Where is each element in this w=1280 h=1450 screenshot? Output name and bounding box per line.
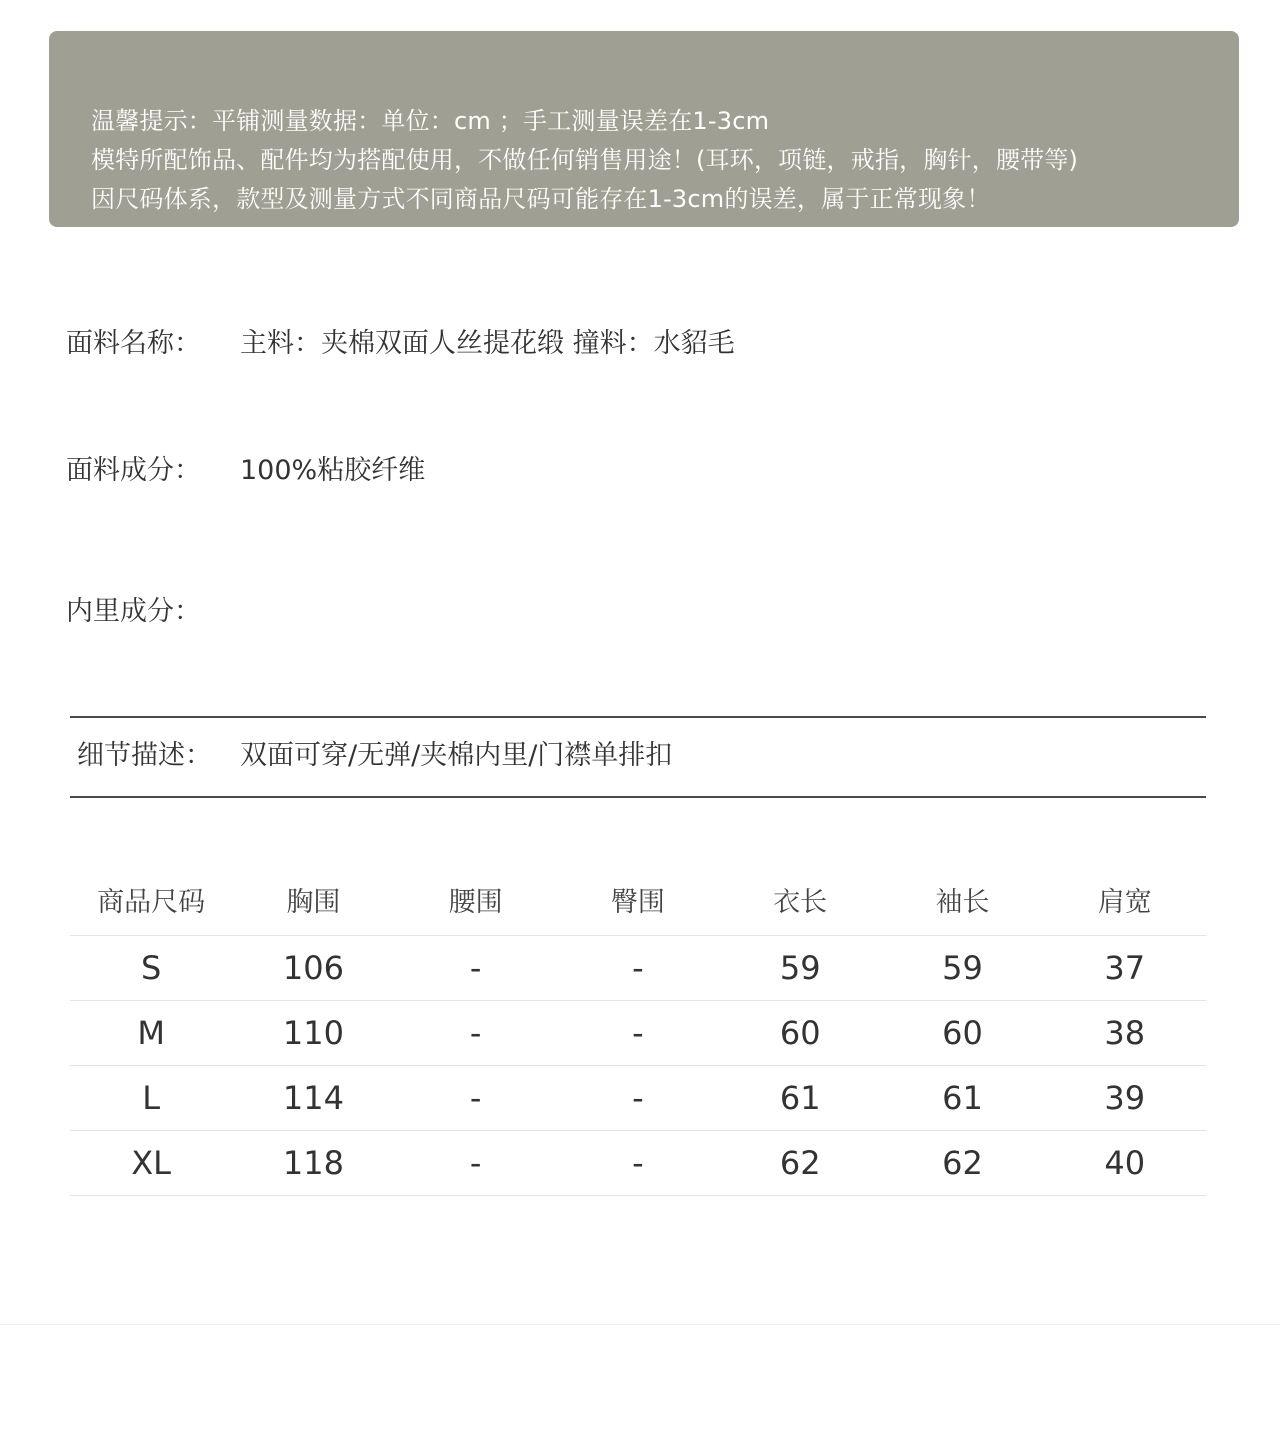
cell-shoulder: 40 (1104, 1144, 1146, 1182)
cell-size: S (140, 949, 162, 987)
cell-sleeve: 60 (942, 1014, 983, 1052)
cell-size: L (142, 1079, 161, 1117)
table-row (70, 1001, 1206, 1066)
cell-size: XL (131, 1144, 171, 1182)
cell-length: 59 (779, 949, 821, 987)
header-sleeve: 袖长 (935, 887, 990, 918)
cell-hip: - (632, 1079, 644, 1117)
detail-bottom-divider (70, 796, 1206, 798)
cell-waist: - (469, 1014, 482, 1052)
header-size: 商品尺码 (97, 887, 206, 918)
detail-value: 双面可穿/无弹/夹棉内里/门襟单排扣 (240, 740, 673, 771)
lining-composition-label: 内里成分： (66, 596, 201, 627)
notice-line: 温馨提示：平铺测量数据：单位：cm ；手工测量误差在1-3cm (91, 107, 770, 135)
table-row (70, 1066, 1206, 1131)
page-bottom-divider (0, 1324, 1280, 1325)
header-shoulder: 肩宽 (1097, 887, 1152, 918)
cell-length: 60 (779, 1014, 821, 1052)
cell-sleeve: 62 (942, 1144, 983, 1182)
cell-sleeve: 61 (942, 1079, 983, 1117)
cell-size: M (137, 1014, 165, 1052)
cell-shoulder: 37 (1104, 949, 1146, 987)
fabric-name-value: 主料：夹棉双面人丝提花缎 撞料：水貂毛 (240, 328, 735, 359)
cell-length: 61 (779, 1079, 821, 1117)
cell-sleeve: 59 (942, 949, 983, 987)
cell-hip: - (632, 949, 644, 987)
cell-hip: - (632, 1144, 644, 1182)
fabric-name-label: 面料名称： (66, 328, 201, 359)
cell-bust: 110 (282, 1014, 344, 1052)
notice-box (49, 31, 1239, 227)
cell-length: 62 (779, 1144, 821, 1182)
cell-waist: - (469, 1144, 482, 1182)
cell-shoulder: 38 (1104, 1014, 1146, 1052)
cell-bust: 106 (282, 949, 344, 987)
header-hip: 臀围 (610, 887, 665, 918)
detail-top-divider (70, 716, 1206, 718)
cell-hip: - (632, 1014, 644, 1052)
cell-bust: 118 (282, 1144, 344, 1182)
size-table (70, 870, 1206, 1196)
header-waist: 腰围 (448, 887, 503, 918)
fabric-composition-label: 面料成分： (66, 455, 201, 486)
fabric-composition-value: 100%粘胶纤维 (240, 455, 426, 486)
cell-waist: - (469, 1079, 482, 1117)
header-bust: 胸围 (286, 887, 341, 918)
cell-shoulder: 39 (1104, 1079, 1146, 1117)
detail-label: 细节描述： (77, 740, 212, 771)
cell-waist: - (469, 949, 482, 987)
notice-line: 模特所配饰品、配件均为搭配使用，不做任何销售用途！(耳环，项链，戒指，胸针，腰带等) (91, 146, 1079, 174)
header-length: 衣长 (773, 887, 828, 918)
notice-line: 因尺码体系，款型及测量方式不同商品尺码可能存在1-3cm的误差，属于正常现象！ (91, 185, 991, 213)
cell-bust: 114 (282, 1079, 344, 1117)
size-table-header (70, 870, 1206, 936)
table-row (70, 1131, 1206, 1196)
table-row (70, 936, 1206, 1001)
